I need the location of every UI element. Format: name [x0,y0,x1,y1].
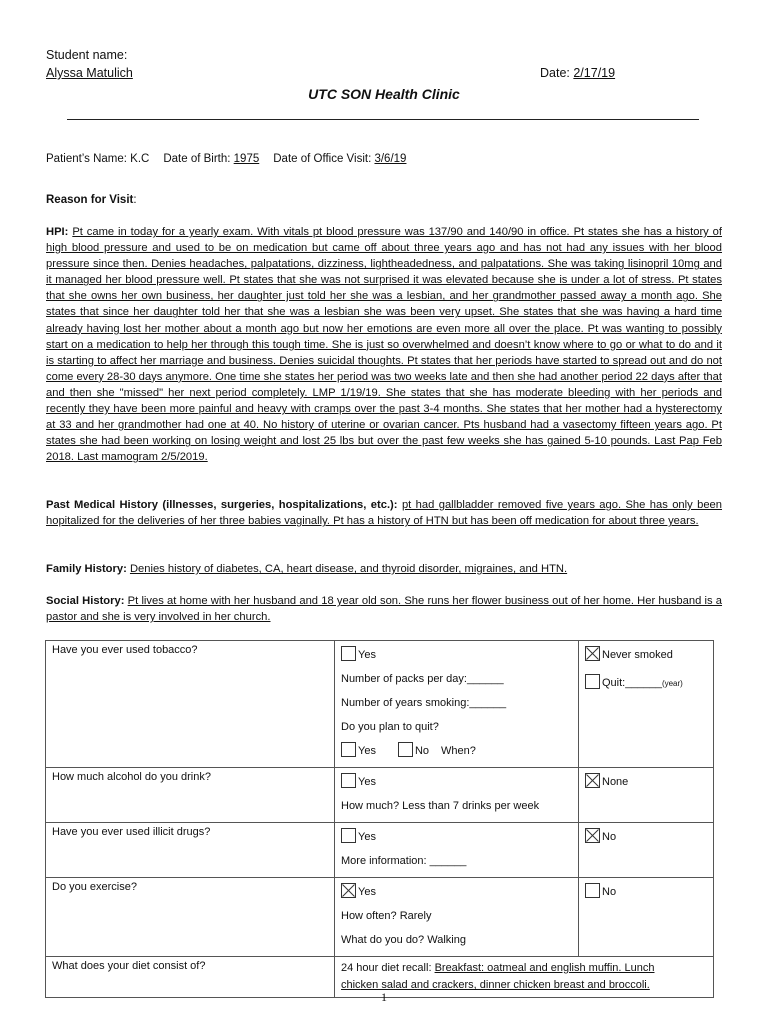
dob-label: Date of Birth: [163,153,234,165]
drugs-yes-label: Yes [358,831,376,843]
tobacco-question: Have you ever used tobacco? [46,641,335,768]
alcohol-none-label: None [602,776,629,788]
quit-year-unit: (year) [661,679,683,688]
alcohol-question: How much alcohol do you drink? [46,768,335,823]
page-number: 1 [381,990,387,1004]
exercise-yes-label: Yes [358,886,376,898]
pmh-label: Past Medical History (illnesses, surgeries, hospitalizations, etc.) [46,499,394,511]
quit-plan-no-checkbox[interactable] [398,742,413,757]
packs-per-day: Number of packs per day:______ [341,673,504,685]
drugs-no-checkbox[interactable] [585,828,600,843]
diet-recall-label: 24 hour diet recall: [341,962,435,974]
family-history-text: Denies history of diabetes, CA, heart disease, and thyroid disorder, migraines, and HTN. [129,563,568,575]
exercise-question: Do you exercise? [46,878,335,957]
alcohol-yes-checkbox[interactable] [341,773,356,788]
student-name: Alyssa Matulich [46,66,133,80]
quit-checkbox[interactable] [585,674,600,689]
family-history: Family History: Denies history of diabetes, CA, heart disease, and thyroid disorder, migraines, and HTN. [46,563,568,575]
never-smoked-checkbox[interactable] [585,646,600,661]
never-smoked-label: Never smoked [602,649,673,661]
table-row [46,823,714,878]
drugs-yes-checkbox[interactable] [341,828,356,843]
drugs-details [335,823,579,878]
social-history: Social History: Pt lives at home with her husband and 18 year old son. She runs her flower business out of her home. Her husband is a pastor and she is very involved in her church. [46,595,723,624]
alcohol-yes-label: Yes [358,776,376,788]
drugs-more-info: More information: ______ [341,855,467,867]
date-field [540,66,615,80]
header-divider [67,119,699,120]
exercise-yes-checkbox[interactable] [341,883,356,898]
social-history-text: Pt lives at home with her husband and 18 year old son. She runs her flower business out of her home. Her husband is a pastor and she is very involved in her church. [46,595,723,624]
quit-plan-yes-label: Yes [358,745,376,757]
hpi-section: HPI: Pt came in today for a yearly exam. With vitals pt blood pressure was 137/90 and 140/90 in office. Pt states she has a history of high blood pressure and used to be on medication but came off about three years ago and has not had any issues with her blood pressure since then. Denies headaches, palpatations, dizziness, lightheadedness, and palpatations. She was taking lisinopril 10mg and it managed her blood pressure well. Pt states that she was not surprised it was elevated because she is under a lot of stress. Pt states that she owns her own business, her daughter just told her she was a lesbian, and her grandmother passed away a month ago. She states that since her daughter told her that she was a lesbian she was been very upset. She states that she was having a hard time already having lost her mother about a month ago but now her emotions are even more all over the place. Pt was wanting to possibly start on a medication to help her through this tough time. She is just so overwhelmed and doesn’t know where to go or what to do and it is starting to affect her marriage and business. Denies suicidal thoughts. Pt states that her periods have started to spread out and do not come every 28-30 days anymore. One time she states her period was two weeks late and then she had another period 22 days after that and then she "missed" her next period completely. LMP 1/19/19. She states that she has moderate bleeding with her periods and recently they have been more painful and heavy with cramps over the past 3-4 months. She states that her mother had a hysterectomy at 33 and her grandmother had one at 40. No history of uterine or ovarian cancer. Pts husband had a vasectomy fifteen years ago. Pt states she had been working on losing weight and lost 25 lbs but over the past few weeks she has gained 5-10 pounds. Last Pap Feb 2018. Last mamogram 2/5/2019. [46,226,723,464]
exercise-no-checkbox[interactable] [585,883,600,898]
diet-recall-text: Breakfast: oatmeal and english muffin. Lunch chicken salad and crackers, dinner chicken breast and broccoli. [341,962,655,991]
quit-plan-yes-checkbox[interactable] [341,742,356,757]
alcohol-amount: How much? Less than 7 drinks per week [341,800,540,812]
table-row [46,768,714,823]
alcohol-details [335,768,579,823]
drugs-question: Have you ever used illicit drugs? [46,823,335,878]
tobacco-details [335,641,579,768]
tobacco-yes-label: Yes [358,649,376,661]
alcohol-none-checkbox[interactable] [585,773,600,788]
lifestyle-questionnaire [45,640,714,998]
date-label: Date: [540,66,574,80]
drugs-no-label: No [602,831,617,843]
hpi-text: Pt came in today for a yearly exam. With vitals pt blood pressure was 137/90 and 140/90 in office. Pt states she has a history of high blood pressure and used to be on medication but came off about three years ago and has not had any issues with her blood pressure since then. Denies headaches, palpatations, dizziness, lightheadedness, and palpatations. She was taking lisinopril 10mg and it managed her blood pressure well. Pt states that she was not surprised it was elevated because she is under a lot of stress. Pt states that she owns her own business, her daughter just told her she was a lesbian, and her grandmother passed away a month ago. She states that since her daughter told her that she was a lesbian she was been very upset. She states that she was having a hard time already having lost her mother about a month ago but now her emotions are even more all over the place. Pt was wanting to possibly start on a medication to help her through this tough time. She is just so overwhelmed and doesn’t know where to go or what to do and it is starting to affect her marriage and business. Denies suicidal thoughts. Pt states that her periods have started to spread out and do not come every 28-30 days anymore. One time she states her period was two weeks late and then she had another period 22 days after that and then she "missed" her next period completely. LMP 1/19/19. She states that she has moderate bleeding with her periods and recently they have been more painful and heavy with cramps over the past 3-4 months. She states that her mother had a hysterectomy at 33 and her grandmother had one at 40. No history of uterine or ovarian cancer. Pts husband had a vasectomy fifteen years ago. Pt states she had been working on losing weight and lost 25 lbs but over the past few weeks she has gained 5-10 pounds. Last Pap Feb 2018. Last mamogram 2/5/2019. [46,226,723,464]
patient-info-line [46,153,406,165]
diet-question: What does your diet consist of? [46,957,335,998]
quit-label: Quit:______ [602,677,662,689]
clinic-title: UTC SON Health Clinic [308,86,460,102]
reason-for-visit [46,194,137,206]
exercise-type: What do you do? Walking [341,934,466,946]
exercise-status [579,878,714,957]
exercise-no-label: No [602,886,617,898]
date-value: 2/17/19 [573,66,616,80]
table-row [46,878,714,957]
reason-label: Reason for Visit [46,194,134,206]
exercise-frequency: How often? Rarely [341,910,432,922]
tobacco-yes-checkbox[interactable] [341,646,356,661]
dob-value: 1975 [233,153,260,165]
exercise-details [335,878,579,957]
plan-to-quit: Do you plan to quit? [341,721,439,733]
visit-date-value: 3/6/19 [374,153,407,165]
student-name-label: Student name: [46,48,128,62]
tobacco-status [579,641,714,768]
years-smoking: Number of years smoking:______ [341,697,507,709]
drugs-status [579,823,714,878]
reason-colon: : [133,194,137,206]
family-history-label: Family History [46,563,124,575]
past-medical-history: Past Medical History (illnesses, surgeries, hospitalizations, etc.): pt had gallbladder removed five years ago. She has only been hopitalized for the deliveries of her three babies vaginally. Pt has a history of HTN but has been off medication for about three years. [46,499,723,528]
quit-when-label: When? [441,745,476,757]
table-row [46,641,714,768]
patient-name: Patient’s Name: K.C [46,153,150,165]
pmh-text: pt had gallbladder removed five years ago. She has only been hopitalized for the deliveries of her three babies vaginally. Pt has a history of HTN but has been off medication for about three years. [46,499,723,528]
alcohol-status [579,768,714,823]
hpi-label: HPI [46,226,65,238]
social-history-label: Social History [46,595,121,607]
quit-plan-no-label: No [414,745,430,757]
visit-date-label: Date of Office Visit: [273,153,375,165]
